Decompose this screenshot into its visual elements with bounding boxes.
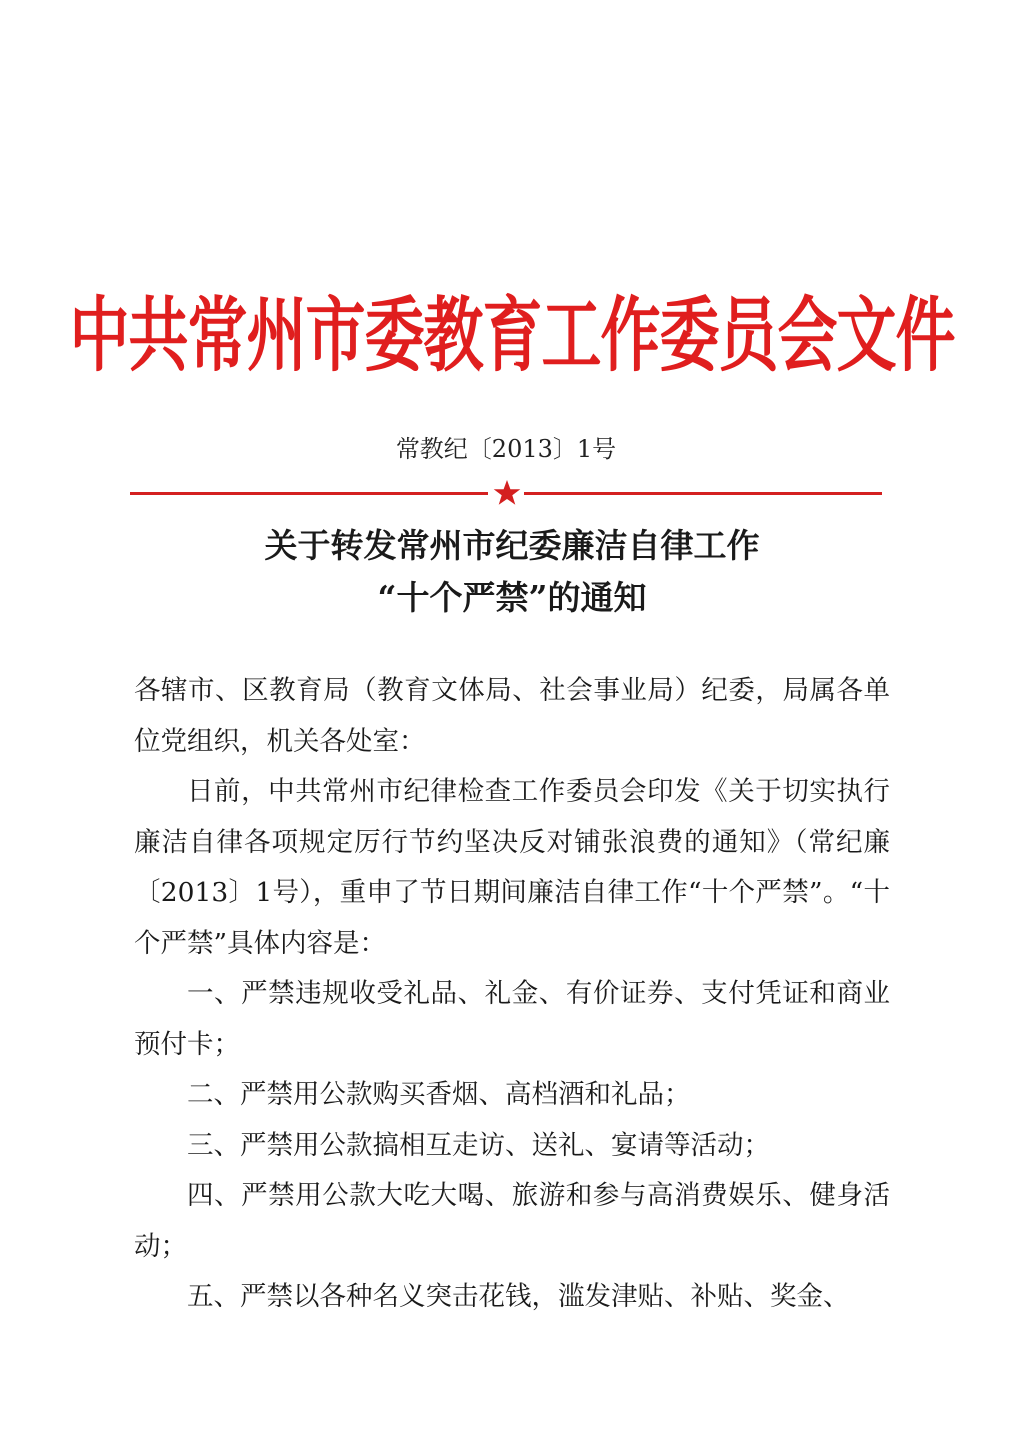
title-line-2: “十个严禁”的通知 (377, 578, 647, 617)
document-body (134, 666, 890, 1323)
prohibition-item-1: 一、严禁违规收受礼品、礼金、有价证券、支付凭证和商业预付卡； (134, 978, 890, 1060)
prohibition-item-4: 四、严禁用公款大吃大喝、旅游和参与高消费娱乐、健身活动； (134, 1180, 890, 1262)
title-line-1: 关于转发常州市纪委廉洁自律工作 (264, 526, 760, 565)
prohibition-item-5: 五、严禁以各种名义突击花钱，滥发津贴、补贴、奖金、 (187, 1281, 850, 1312)
separator-rule-left (130, 492, 488, 495)
separator-rule-right (524, 492, 882, 495)
red-star-icon (492, 478, 522, 508)
document-masthead: 中共常州市委教育工作委员会文件 (69, 289, 955, 384)
intro-paragraph: 日前，中共常州市纪律检查工作委员会印发《关于切实执行廉洁自律各项规定厉行节约坚决反对铺张浪费的通知》（常纪廉〔2013〕1号），重申了节日期间廉洁自律工作“十个严禁”。“十个严禁”具体内容是： (134, 776, 890, 959)
prohibition-item-3: 三、严禁用公款搞相互走访、送礼、宴请等活动； (187, 1129, 770, 1161)
document-number: 常教纪〔2013〕1号 (395, 435, 617, 463)
red-separator (130, 478, 882, 508)
salutation: 各辖市、区教育局（教育文体局、社会事业局）纪委，局属各单位党组织，机关各处室： (134, 675, 890, 757)
prohibition-item-2: 二、严禁用公款购买香烟、高档酒和礼品； (187, 1079, 691, 1110)
document-title (0, 520, 1024, 624)
